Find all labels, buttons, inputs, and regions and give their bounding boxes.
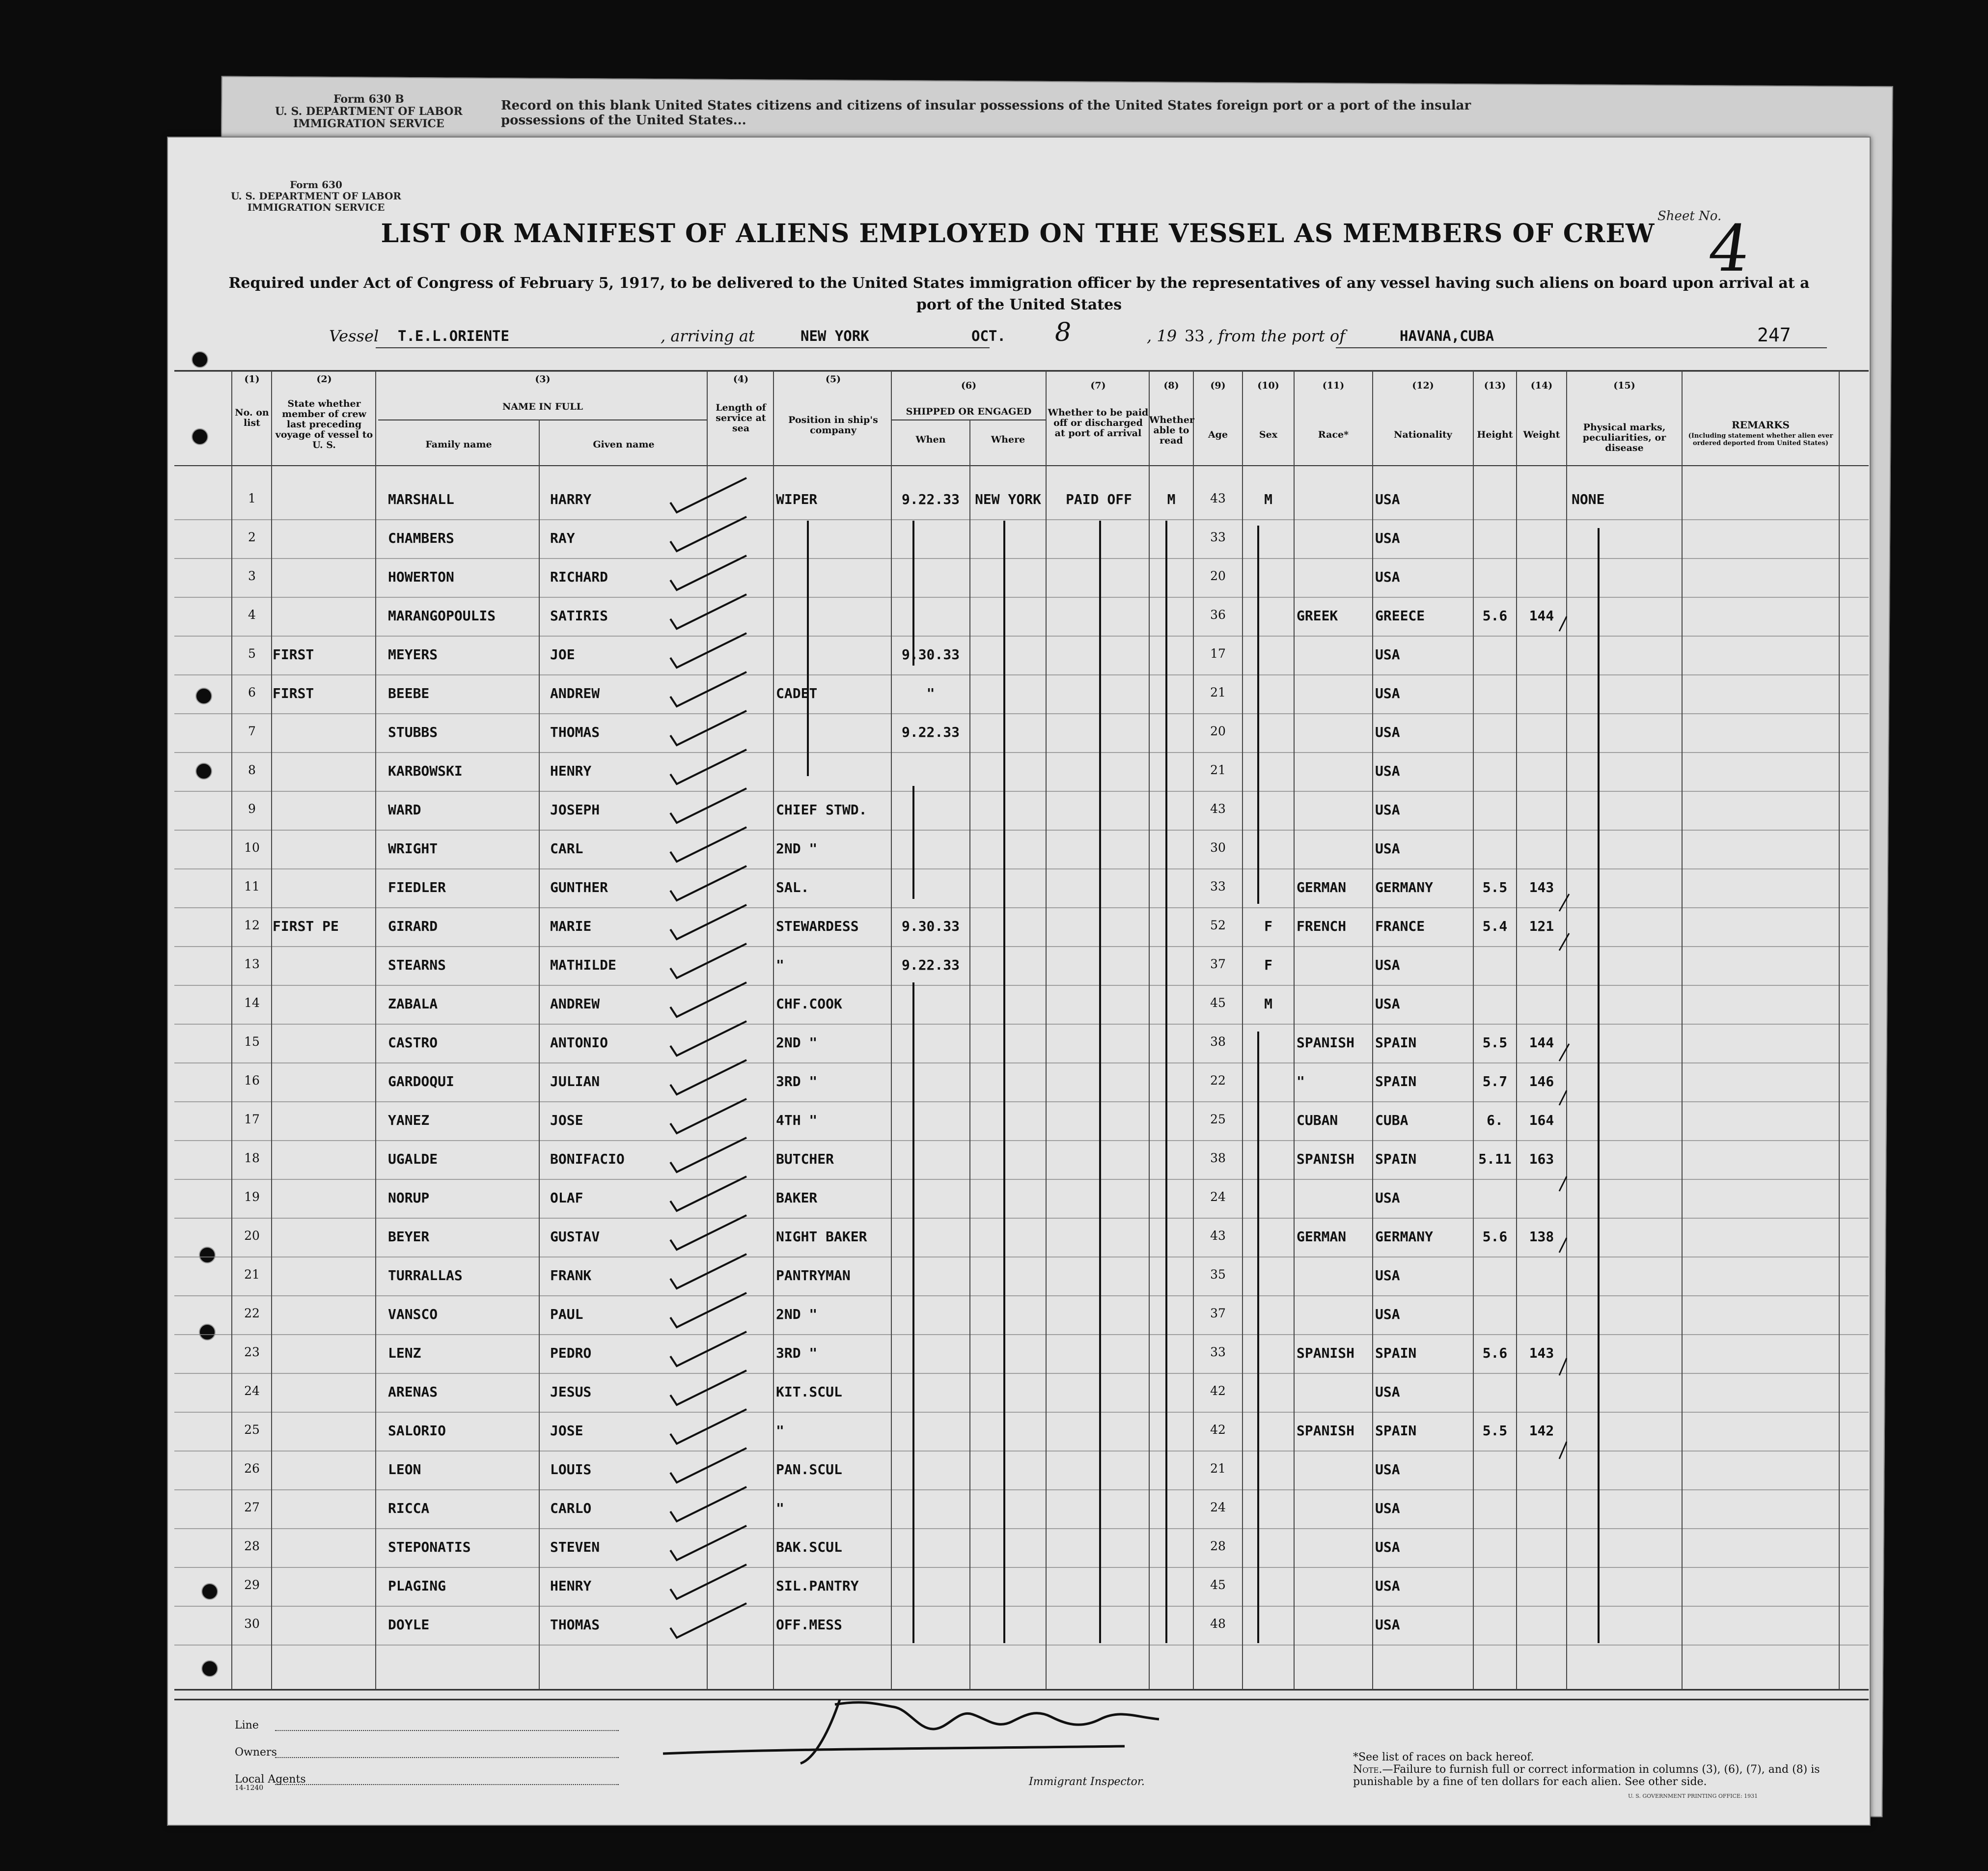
cell-when: " — [926, 685, 935, 701]
cell-no: 3 — [248, 569, 256, 583]
cell-no: 16 — [244, 1073, 260, 1088]
cell-weight: 164 — [1529, 1112, 1554, 1128]
cell-when: 9.30.33 — [901, 918, 960, 934]
cell-age: 37 — [1210, 1306, 1226, 1320]
cell-family: TURRALLAS — [388, 1267, 463, 1284]
cell-given: HENRY — [550, 763, 592, 779]
cell-race: GERMAN — [1297, 1229, 1347, 1245]
cell-no: 29 — [244, 1578, 260, 1592]
cell-prev: FIRST PE — [273, 918, 339, 934]
col-8-header: Whether able to read — [1149, 415, 1194, 446]
cell-family: GARDOQUI — [388, 1073, 454, 1089]
cell-given: ANTONIO — [550, 1034, 608, 1051]
cell-height: 5.5 — [1482, 1034, 1508, 1051]
col-3-header: NAME IN FULL — [502, 401, 583, 412]
cell-given: JESUS — [550, 1384, 592, 1400]
back-department: U. S. DEPARTMENT OF LABOR — [275, 105, 463, 118]
cell-given: HENRY — [550, 1578, 592, 1594]
cell-weight: 144 — [1529, 1034, 1554, 1051]
cell-age: 36 — [1210, 608, 1226, 622]
cell-given: GUSTAV — [550, 1229, 600, 1245]
cell-given: PEDRO — [550, 1345, 592, 1361]
cell-when: 9.22.33 — [901, 957, 960, 973]
cell-given: HARRY — [550, 491, 592, 507]
cell-weight: 163 — [1529, 1151, 1554, 1167]
cell-position: 2ND " — [776, 1306, 818, 1322]
cell-age: 21 — [1210, 685, 1226, 699]
cell-read: M — [1167, 491, 1176, 507]
from-port: HAVANA,CUBA — [1400, 328, 1494, 344]
vessel-label: Vessel — [329, 327, 379, 345]
cell-given: JOE — [550, 646, 575, 663]
cell-race: GREEK — [1297, 608, 1338, 624]
penalty-note: Note.—Failure to furnish full or correct information in columns (3), (6), (7), and (8) is punishable by a fine of ten dollars for each alien. See other side. — [1353, 1763, 1820, 1788]
col-13-number: (13) — [1484, 380, 1506, 391]
cell-nationality: USA — [1375, 996, 1400, 1012]
cell-nationality: SPAIN — [1375, 1151, 1417, 1167]
col-10-header: Sex — [1259, 429, 1278, 440]
cell-given: RAY — [550, 530, 575, 546]
binder-hole — [201, 1660, 218, 1677]
cell-family: MARSHALL — [388, 491, 454, 507]
footer-notes — [1353, 1751, 1839, 1788]
cell-family: RICCA — [388, 1500, 430, 1516]
col-3-number: (3) — [535, 374, 551, 385]
cell-given: GUNTHER — [550, 879, 608, 895]
cell-no: 13 — [244, 957, 260, 971]
service: IMMIGRATION SERVICE — [247, 201, 385, 213]
cell-nationality: USA — [1375, 763, 1400, 779]
cell-weight: 143 — [1529, 1345, 1554, 1361]
cell-nationality: CUBA — [1375, 1112, 1408, 1128]
vessel-line — [329, 318, 1842, 356]
cell-height: 5.7 — [1482, 1073, 1508, 1089]
back-form-id — [275, 93, 463, 130]
page-number: 247 — [1757, 324, 1791, 346]
printer-imprint: U. S. GOVERNMENT PRINTING OFFICE: 1931 — [1628, 1793, 1758, 1799]
cell-given: BONIFACIO — [550, 1151, 625, 1167]
cell-race: GERMAN — [1297, 879, 1347, 895]
cell-family: ZABALA — [388, 996, 438, 1012]
cell-no: 22 — [244, 1306, 260, 1320]
cell-position: BAKER — [776, 1190, 818, 1206]
col-7-header: Whether to be paid off or discharged at port of arrival — [1048, 407, 1149, 439]
cell-family: LEON — [388, 1461, 421, 1478]
cell-nationality: USA — [1375, 685, 1400, 701]
cell-nationality: USA — [1375, 1190, 1400, 1206]
cell-position: NIGHT BAKER — [776, 1229, 867, 1245]
cell-given: JOSEPH — [550, 802, 600, 818]
cell-age: 45 — [1210, 1578, 1226, 1592]
cell-position: 3RD " — [776, 1073, 818, 1089]
cell-nationality: USA — [1375, 646, 1400, 663]
cell-no: 21 — [244, 1267, 260, 1282]
line-label: Line — [235, 1719, 259, 1731]
cell-race: SPANISH — [1297, 1034, 1355, 1051]
cell-given: JULIAN — [550, 1073, 600, 1089]
cell-family: WARD — [388, 802, 421, 818]
col-8-number: (8) — [1163, 380, 1179, 391]
cell-nationality: SPAIN — [1375, 1345, 1417, 1361]
cell-no: 14 — [244, 996, 260, 1010]
cell-paid: PAID OFF — [1066, 491, 1132, 507]
cell-height: 5.5 — [1482, 879, 1508, 895]
col-1-header: No. on list — [235, 407, 269, 428]
col-3b-header: Given name — [593, 439, 655, 450]
cell-age: 20 — [1210, 724, 1226, 738]
cell-family: HOWERTON — [388, 569, 454, 585]
cell-given: PAUL — [550, 1306, 583, 1322]
arrival-month: OCT. — [971, 328, 1006, 344]
col-15-number: (15) — [1613, 380, 1635, 391]
cell-race: SPANISH — [1297, 1423, 1355, 1439]
cell-given: ANDREW — [550, 685, 600, 701]
cell-nationality: SPAIN — [1375, 1423, 1417, 1439]
cell-given: THOMAS — [550, 724, 600, 740]
cell-nationality: USA — [1375, 1539, 1400, 1555]
cell-sex: F — [1264, 957, 1272, 973]
binder-hole — [201, 1583, 218, 1600]
back-form-number: Form 630 B — [333, 93, 404, 106]
binder-hole — [195, 763, 212, 780]
cell-no: 28 — [244, 1539, 260, 1553]
cell-no: 20 — [244, 1229, 260, 1243]
cell-sex: M — [1264, 491, 1272, 507]
col-12-header: Nationality — [1394, 429, 1452, 440]
inspector-label: Immigrant Inspector. — [1029, 1776, 1145, 1788]
cell-family: LENZ — [388, 1345, 421, 1361]
sheet-number: 4 — [1704, 211, 1755, 286]
cell-sex: F — [1264, 918, 1272, 934]
cell-height: 5.6 — [1482, 1345, 1508, 1361]
year-prefix: , 19 — [1147, 327, 1177, 345]
cell-age: 42 — [1210, 1423, 1226, 1437]
cell-no: 8 — [248, 763, 256, 777]
cell-family: VANSCO — [388, 1306, 438, 1322]
col-5-header: Position in ship's company — [788, 415, 878, 436]
cell-position: SIL.PANTRY — [776, 1578, 859, 1594]
cell-age: 28 — [1210, 1539, 1226, 1553]
cell-family: BEEBE — [388, 685, 430, 701]
cell-no: 30 — [244, 1617, 260, 1631]
cell-given: MATHILDE — [550, 957, 616, 973]
arriving-label: , arriving at — [661, 327, 755, 345]
cell-nationality: GERMANY — [1375, 879, 1434, 895]
cell-family: MARANGOPOULIS — [388, 608, 496, 624]
col-14-header: Weight — [1523, 429, 1560, 440]
local-agents-code: 14-1240 — [235, 1784, 264, 1792]
cell-given: ANDREW — [550, 996, 600, 1012]
cell-age: 24 — [1210, 1190, 1226, 1204]
col-11-number: (11) — [1322, 380, 1345, 391]
cell-position: OFF.MESS — [776, 1617, 842, 1633]
cell-when: 9.22.33 — [901, 491, 960, 507]
cell-prev: FIRST — [273, 646, 314, 663]
cell-height: 5.4 — [1482, 918, 1508, 934]
cell-nationality: USA — [1375, 1500, 1400, 1516]
cell-nationality: USA — [1375, 491, 1400, 507]
binder-hole — [192, 351, 208, 368]
cell-sex: M — [1264, 996, 1272, 1012]
cell-position: STEWARDESS — [776, 918, 859, 934]
back-note: Record on this blank United States citizens and citizens of insular possessions of the United States foreign port or a port of the insular possessions of the United States... — [501, 98, 1471, 128]
cell-no: 2 — [248, 530, 256, 544]
cell-marks: NONE — [1572, 491, 1605, 507]
col-9-header: Age — [1208, 429, 1228, 440]
form-id-block — [231, 179, 401, 213]
col-6-header: SHIPPED OR ENGAGED — [906, 406, 1032, 417]
binder-hole — [199, 1324, 216, 1340]
cell-weight: 142 — [1529, 1423, 1554, 1439]
cell-age: 33 — [1210, 530, 1226, 544]
cell-weight: 143 — [1529, 879, 1554, 895]
col-11-header: Race* — [1318, 429, 1349, 440]
cell-given: CARL — [550, 840, 583, 857]
cell-position: PANTRYMAN — [776, 1267, 851, 1284]
cell-family: GIRARD — [388, 918, 438, 934]
cell-family: DOYLE — [388, 1617, 430, 1633]
cell-weight: 144 — [1529, 608, 1554, 624]
cell-race: FRENCH — [1297, 918, 1347, 934]
cell-weight: 138 — [1529, 1229, 1554, 1245]
cell-no: 1 — [248, 491, 256, 505]
cell-age: 25 — [1210, 1112, 1226, 1126]
cell-given: MARIE — [550, 918, 592, 934]
col-13-header: Height — [1477, 429, 1513, 440]
cell-given: JOSE — [550, 1112, 583, 1128]
cell-no: 24 — [244, 1384, 260, 1398]
cell-age: 30 — [1210, 840, 1226, 855]
arriving-port: NEW YORK — [801, 328, 869, 344]
col-2-number: (2) — [316, 374, 332, 385]
cell-age: 43 — [1210, 802, 1226, 816]
col-7-number: (7) — [1090, 380, 1106, 391]
cell-height: 5.5 — [1482, 1423, 1508, 1439]
cell-family: MEYERS — [388, 646, 438, 663]
cell-age: 33 — [1210, 879, 1226, 894]
cell-given: OLAF — [550, 1190, 583, 1206]
cell-age: 21 — [1210, 1461, 1226, 1476]
cell-no: 25 — [244, 1423, 260, 1437]
cell-position: 3RD " — [776, 1345, 818, 1361]
cell-no: 12 — [244, 918, 260, 932]
cell-age: 43 — [1210, 1229, 1226, 1243]
cell-nationality: SPAIN — [1375, 1034, 1417, 1051]
cell-family: PLAGING — [388, 1578, 446, 1594]
cell-family: BEYER — [388, 1229, 430, 1245]
cell-position: CHF.COOK — [776, 996, 842, 1012]
cell-nationality: USA — [1375, 569, 1400, 585]
cell-nationality: USA — [1375, 1267, 1400, 1284]
col-12-number: (12) — [1412, 380, 1434, 391]
cell-nationality: USA — [1375, 1578, 1400, 1594]
binder-hole — [199, 1247, 216, 1263]
cell-age: 21 — [1210, 763, 1226, 777]
col-14-number: (14) — [1530, 380, 1553, 391]
col-5-number: (5) — [825, 374, 841, 385]
cell-nationality: USA — [1375, 530, 1400, 546]
form-title: LIST OR MANIFEST OF ALIENS EMPLOYED ON THE VESSEL AS MEMBERS OF CREW — [381, 219, 1655, 249]
col-15-header: Physical marks, peculiarities, or disease — [1582, 422, 1666, 453]
cell-family: NORUP — [388, 1190, 430, 1206]
cell-position: " — [776, 1423, 784, 1439]
cell-no: 18 — [244, 1151, 260, 1165]
cell-nationality: USA — [1375, 957, 1400, 973]
cell-nationality: FRANCE — [1375, 918, 1425, 934]
cell-given: SATIRIS — [550, 608, 608, 624]
cell-family: STEPONATIS — [388, 1539, 471, 1555]
binder-hole — [195, 688, 212, 704]
cell-no: 26 — [244, 1461, 260, 1476]
cell-position: " — [776, 1500, 784, 1516]
col-6b-header: Where — [991, 434, 1025, 445]
cell-given: STEVEN — [550, 1539, 600, 1555]
cell-family: CHAMBERS — [388, 530, 454, 546]
cell-no: 5 — [248, 646, 256, 661]
cell-no: 15 — [244, 1034, 260, 1049]
cell-age: 52 — [1210, 918, 1226, 932]
cell-nationality: USA — [1375, 1306, 1400, 1322]
back-service: IMMIGRATION SERVICE — [293, 117, 444, 130]
arrival-day: 8 — [1055, 318, 1072, 347]
cell-given: THOMAS — [550, 1617, 600, 1633]
cell-given: LOUIS — [550, 1461, 592, 1478]
year-suffix: 33 — [1185, 327, 1205, 345]
cell-family: SALORIO — [388, 1423, 446, 1439]
cell-height: 5.11 — [1478, 1151, 1512, 1167]
cell-family: YANEZ — [388, 1112, 430, 1128]
cell-race: " — [1297, 1073, 1305, 1089]
local-agents-label: Local Agents — [235, 1773, 306, 1786]
cell-height: 6. — [1487, 1112, 1503, 1128]
cell-family: STEARNS — [388, 957, 446, 973]
cell-family: STUBBS — [388, 724, 438, 740]
cell-position: CHIEF STWD. — [776, 802, 867, 818]
cell-age: 43 — [1210, 491, 1226, 505]
col-4-header: Length of service at sea — [716, 402, 766, 434]
cell-no: 9 — [248, 802, 256, 816]
cell-position: PAN.SCUL — [776, 1461, 842, 1478]
cell-nationality: USA — [1375, 724, 1400, 740]
owners-label: Owners — [235, 1746, 277, 1759]
col-2-header: State whether member of crew last preceding voyage of vessel to U. S. — [275, 398, 373, 450]
cell-when: 9.30.33 — [901, 646, 960, 663]
department: U. S. DEPARTMENT OF LABOR — [231, 190, 402, 202]
cell-nationality: USA — [1375, 1461, 1400, 1478]
cell-race: SPANISH — [1297, 1345, 1355, 1361]
cell-nationality: USA — [1375, 840, 1400, 857]
cell-nationality: USA — [1375, 1384, 1400, 1400]
cell-height: 5.6 — [1482, 608, 1508, 624]
cell-no: 19 — [244, 1190, 260, 1204]
col-9-number: (9) — [1210, 380, 1226, 391]
cell-age: 35 — [1210, 1267, 1226, 1282]
cell-no: 11 — [244, 879, 260, 894]
form-number: Form 630 — [290, 179, 342, 191]
cell-position: 2ND " — [776, 1034, 818, 1051]
cell-family: UGALDE — [388, 1151, 438, 1167]
cell-where: NEW YORK — [975, 491, 1041, 507]
cell-weight: 146 — [1529, 1073, 1554, 1089]
cell-position: " — [776, 957, 784, 973]
cell-nationality: SPAIN — [1375, 1073, 1417, 1089]
cell-given: JOSE — [550, 1423, 583, 1439]
cell-nationality: GREECE — [1375, 608, 1425, 624]
cell-family: CASTRO — [388, 1034, 438, 1051]
cell-position: BUTCHER — [776, 1151, 834, 1167]
cell-position: SAL. — [776, 879, 809, 895]
cell-age: 20 — [1210, 569, 1226, 583]
cell-position: CADET — [776, 685, 818, 701]
cell-when: 9.22.33 — [901, 724, 960, 740]
cell-nationality: GERMANY — [1375, 1229, 1434, 1245]
col-16-subheader: (Including statement whether alien ever ordered deported from United States) — [1688, 432, 1833, 447]
cell-age: 24 — [1210, 1500, 1226, 1514]
vessel-name: T.E.L.ORIENTE — [398, 328, 509, 344]
cell-position: 2ND " — [776, 840, 818, 857]
sheet-number-label: Sheet No. — [1657, 209, 1722, 223]
cell-height: 5.6 — [1482, 1229, 1508, 1245]
cell-age: 38 — [1210, 1151, 1226, 1165]
cell-age: 17 — [1210, 646, 1226, 661]
cell-race: SPANISH — [1297, 1151, 1355, 1167]
cell-age: 22 — [1210, 1073, 1226, 1088]
col-3a-header: Family name — [425, 439, 492, 450]
cell-family: FIEDLER — [388, 879, 446, 895]
col-1-number: (1) — [244, 374, 260, 385]
cell-position: BAK.SCUL — [776, 1539, 842, 1555]
col-4-number: (4) — [733, 374, 749, 385]
from-port-label: , from the port of — [1208, 327, 1346, 345]
race-note: *See list of races on back hereof. — [1353, 1751, 1534, 1763]
cell-position: 4TH " — [776, 1112, 818, 1128]
cell-no: 7 — [248, 724, 256, 738]
cell-weight: 121 — [1529, 918, 1554, 934]
cell-age: 33 — [1210, 1345, 1226, 1359]
cell-family: KARBOWSKI — [388, 763, 463, 779]
col-6a-header: When — [915, 434, 946, 445]
cell-no: 17 — [244, 1112, 260, 1126]
col-6-number: (6) — [961, 380, 977, 391]
col-16-header: REMARKS — [1732, 419, 1790, 431]
cell-age: 45 — [1210, 996, 1226, 1010]
cell-race: CUBAN — [1297, 1112, 1338, 1128]
cell-no: 6 — [248, 685, 256, 699]
cell-family: WRIGHT — [388, 840, 438, 857]
cell-nationality: USA — [1375, 802, 1400, 818]
cell-given: FRANK — [550, 1267, 592, 1284]
cell-position: WIPER — [776, 491, 818, 507]
cell-age: 37 — [1210, 957, 1226, 971]
col-10-number: (10) — [1257, 380, 1279, 391]
cell-no: 27 — [244, 1500, 260, 1514]
cell-position: KIT.SCUL — [776, 1384, 842, 1400]
cell-age: 48 — [1210, 1617, 1226, 1631]
cell-no: 23 — [244, 1345, 260, 1359]
cell-nationality: USA — [1375, 1617, 1400, 1633]
binder-hole — [192, 428, 208, 445]
cell-given: RICHARD — [550, 569, 608, 585]
cell-prev: FIRST — [273, 685, 314, 701]
cell-no: 10 — [244, 840, 260, 855]
cell-no: 4 — [248, 608, 256, 622]
cell-given: CARLO — [550, 1500, 592, 1516]
form-subtitle: Required under Act of Congress of February 5, 1917, to be delivered to the United States immigration officer by the representatives of any vessel having such aliens on board upon arrival at a port of the United States — [228, 275, 1810, 313]
cell-age: 42 — [1210, 1384, 1226, 1398]
cell-age: 38 — [1210, 1034, 1226, 1049]
cell-family: ARENAS — [388, 1384, 438, 1400]
